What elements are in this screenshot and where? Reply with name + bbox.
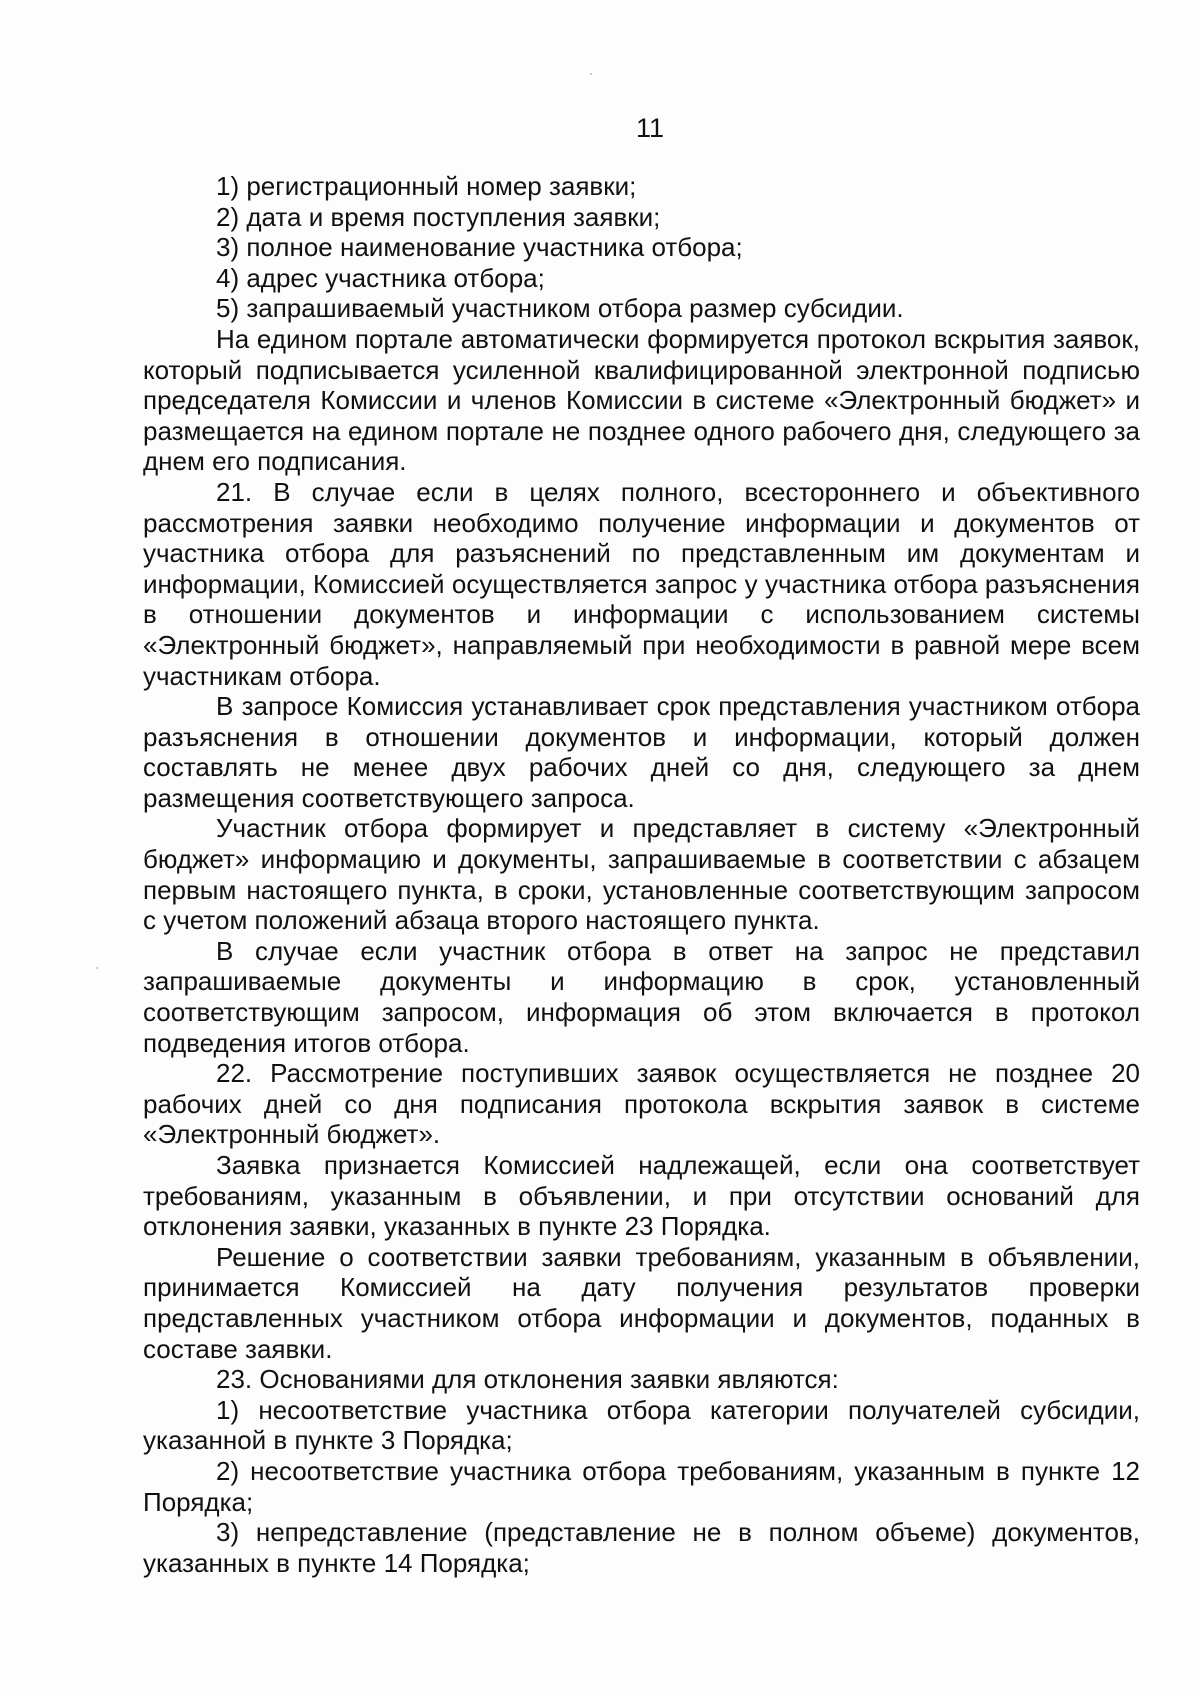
page-number: 11 <box>635 113 665 143</box>
paragraph-21: 21. В случае если в целях полного, всестороннего и объективного рассмотрения заявки необходимо получение информации и документов от участника отбора для разъяснений по представленным им документам и информации, Комиссией осуществляется запрос у участника отбора разъяснения в отношении документов и информации с использованием системы «Электронный бюджет», направляемый при необходимости в равной мере всем участникам отбора. <box>143 476 1140 691</box>
document-body <box>143 171 1140 1578</box>
list-item-subsidy-amount: 5) запрашиваемый участником отбора размер субсидии. <box>216 293 904 324</box>
paragraph-compliance-decision: Решение о соответствии заявки требованиям, указанным в объявлении, принимается Комиссией на дату получения результатов проверки представленных участником отбора информации и документов, поданных в составе заявки. <box>143 1241 1140 1364</box>
list-item-date-time: 2) дата и время поступления заявки; <box>216 201 661 232</box>
paragraph-opening-protocol: На едином портале автоматически формируется протокол вскрытия заявок, который подписывается усиленной квалифицированной электронной подписью председателя Комиссии и членов Комиссии в системе «Электронный бюджет» и размещается на едином портале не позднее одного рабочего дня, следующего за днем его подписания. <box>143 323 1140 477</box>
paragraph-failure-to-submit: В случае если участник отбора в ответ на запрос не представил запрашиваемые документы и информацию в срок, установленный соответствующим запросом, информация об этом включается в протокол подведения итогов отбора. <box>143 935 1140 1058</box>
list-item-registration-number: 1) регистрационный номер заявки; <box>216 171 637 201</box>
rejection-ground-1: 1) несоответствие участника отбора категории получателей субсидии, указанной в пункте 3 Порядка; <box>143 1394 1140 1456</box>
paragraph-request-deadline: В запросе Комиссия устанавливает срок представления участником отбора разъяснения в отношении документов и информации, который должен составлять не менее двух рабочих дней со дня, следующего за днем размещения соответствующего запроса. <box>143 691 1140 813</box>
paragraph-23-heading: 23. Основаниями для отклонения заявки являются: <box>216 1364 839 1395</box>
paragraph-proper-application: Заявка признается Комиссией надлежащей, если она соответствует требованиям, указанным в объявлении, и при отсутствии оснований для отклонения заявки, указанных в пункте 23 Порядка. <box>143 1150 1140 1242</box>
scan-speck <box>590 73 592 75</box>
rejection-ground-2: 2) несоответствие участника отбора требованиям, указанным в пункте 12 Порядка; <box>143 1455 1140 1517</box>
scan-speck <box>96 967 98 969</box>
list-item-address: 4) адрес участника отбора; <box>216 262 545 293</box>
paragraph-participant-submits: Участник отбора формирует и представляет в систему «Электронный бюджет» информацию и документы, запрашиваемые в соответствии с абзацем первым настоящего пункта, в сроки, установленные соответствующим запросом с учетом положений абзаца второго настоящего пункта. <box>143 813 1140 936</box>
rejection-ground-3: 3) непредставление (представление не в полном объеме) документов, указанных в пункте 14 Порядка; <box>143 1517 1140 1578</box>
list-item-full-name: 3) полное наименование участника отбора; <box>216 232 743 263</box>
paragraph-22: 22. Рассмотрение поступивших заявок осуществляется не позднее 20 рабочих дней со дня подписания протокола вскрытия заявок в системе «Электронный бюджет». <box>143 1058 1140 1150</box>
